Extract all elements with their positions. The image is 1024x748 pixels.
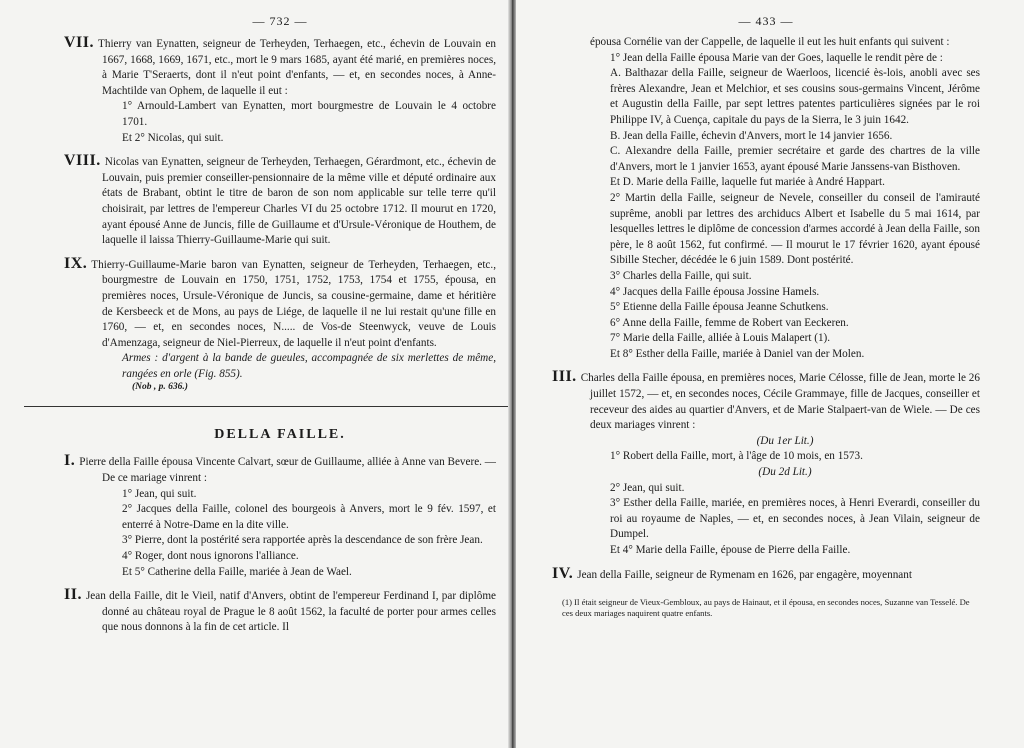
child-line: 1° Jean della Faille épousa Marie van der Goes, laquelle le rendit père de : (610, 51, 943, 64)
footnote: (1) Il était seigneur de Vieux-Gembloux, au pays de Hainaut, et il épousa, en secondes noces, Suzanne van Tesselé. De ces deux mariages naquirent quatre enfants. (562, 597, 970, 619)
section-heading: DELLA FAILLE. (214, 427, 346, 443)
entry-iv (552, 566, 980, 584)
child-line: 7° Marie della Faille, alliée à Louis Malapert (1). (610, 332, 831, 345)
generation-number: VIII. (64, 152, 101, 170)
grandchild-line: Et D. Marie della Faille, laquelle fut mariée à André Happart. (610, 176, 885, 189)
left-page-number: — 732 — (252, 14, 308, 28)
child-line: 3° Esther della Faille, mariée, en premières noces, à Henri Everardi, conseiller du roi au royaume de Naples, — et, en secondes noces, à Jean Vilain, seigneur de Dumpel. (610, 497, 980, 541)
generation-number: III. (552, 368, 577, 386)
grandchild-line: A. Balthazar della Faille, seigneur de Waerloos, licencié ès-lois, anobli avec ses frères Alexandre, Jean et Melchior, et ses cousins sous-germains Vincent, Jérôme et Augustin della Faille, par sept lettres patentes particulières signées par le roi Philippe IV, à Cuença, capitale du pays de la Sierra, le 3 juin 1642. (610, 67, 980, 126)
generation-number: VII. (64, 34, 95, 51)
child-line: 3° Pierre, dont la postérité sera rapportée après la descendance de son frère Jean. (122, 534, 483, 547)
child-line: Et 8° Esther della Faille, mariée à Daniel van der Molen. (610, 347, 865, 360)
child-line: 4° Jacques della Faille épousa Jossine Hamels. (610, 285, 820, 298)
entry-ix (64, 256, 496, 393)
entry-vii (64, 35, 496, 146)
generation-number: I. (64, 452, 76, 470)
entry-ii-text: II. Jean della Faille, dit le Vieil, natif d'Anvers, obtint de l'empereur Ferdinand I, par diplôme donné au château royal de Prague le 8 août 1562, la faculté de porter pour armes celles que nous donnons à la fin de cet article. Il (64, 586, 496, 634)
entry-ii (64, 587, 496, 636)
generation-number: IV. (552, 564, 574, 582)
entry-ix-text: IX. Thierry-Guillaume-Marie baron van Eynatten, seigneur de Terheyden, Terhaegen, etc., bourgmestre de Louvain en 1750, 1751, 1752, 1753, 1754 et 1755, épousa, en premières noces, Ursule-Véronique de Juncis, sa cousine-germaine, dame et héritière de Kersbeeck et de Mons, au pays de Liége, de laquelle il ne lui restait qu'une fille en 1760, — et, en secondes noces, N..... de Vos-de Steenwyck, veuve de Louis d'Amenzaga, seigneur de Niel-Pierreux, de laquelle il n'eut point d'enfants. (64, 254, 496, 349)
marriage-label: (Du 1er Lit.) (756, 434, 814, 447)
grandchild-line: C. Alexandre della Faille, premier secrétaire et garde des chartres de la ville d'Anvers, mort le 1 janvier 1653, ayant épousé Marie Janssens-van Bisthoven. (610, 145, 980, 173)
child-line: 1° Robert della Faille, mort, à l'âge de 10 mois, en 1573. (610, 450, 863, 463)
continued-entry (552, 35, 980, 362)
generation-number: II. (64, 586, 82, 604)
child-line: 4° Roger, dont nous ignorons l'alliance. (122, 550, 299, 563)
entry-viii-text: VIII. Nicolas van Eynatten, seigneur de Terheyden, Terhaegen, Gérardmont, etc., échevin de Louvain, puis premier conseiller-pensionnaire de la même ville et député ordinaire aux états de Brabant, obtint le titre de baron de son nom applicable sur telle terre qu'il choisirait, par lettres de l'empereur Charles VI du 25 octobre 1712. Il mourut en 1720, ayant épousé Anne de Juncis, fille de Guillaume et d'Ursule-Véronique de Houthem, de laquelle il laissa Thierry-Guillaume-Marie qui suit. (64, 152, 496, 247)
entry-i-text: I. Pierre della Faille épousa Vincente Calvart, sœur de Guillaume, alliée à Anne van Bevere. — De ce mariage vinrent : (64, 452, 496, 485)
right-page (512, 0, 1024, 748)
reference: (Nob , p. 636.) (132, 382, 188, 393)
section-divider (24, 406, 512, 407)
entry-viii (64, 153, 496, 249)
entry-iii-text: III. Charles della Faille épousa, en premières noces, Marie Célosse, fille de Jean, morte le 26 juillet 1572, — et, en secondes noces, Cécile Grammaye, fille de Jacques, conseiller et receveur des aides au quartier d'Anvers, et de Marie Stalpaert-van de Wiele. — De ces deux mariages vinrent : (552, 368, 980, 432)
child-line: Et 2° Nicolas, qui suit. (122, 131, 224, 144)
child-line: 1° Jean, qui suit. (122, 487, 197, 500)
child-line: 5° Etienne della Faille épousa Jeanne Schutkens. (610, 301, 829, 314)
grandchild-line: B. Jean della Faille, échevin d'Anvers, mort le 14 janvier 1656. (610, 129, 893, 142)
right-page-number: — 433 — (738, 14, 794, 28)
entry-i (64, 453, 496, 580)
child-line: 3° Charles della Faille, qui suit. (610, 269, 752, 282)
marriage-label: (Du 2d Lit.) (758, 466, 812, 479)
child-line: 2° Martin della Faille, seigneur de Nevele, conseiller du conseil de l'amirauté suprême, anobli par lettres des archiducs Albert et Isabelle du 5 mai 1614, par lesquelles lettres le diplôme de concession d'armes accordé à Jean della Faille, son père, le 8 août 1562, fut confirmé. — Il mourut le 17 février 1620, ayant épousé Sibille Stecher, décédée le 6 juin 1589. Dont postérité. (610, 191, 980, 267)
child-line: Et 5° Catherine della Faille, mariée à Jean de Wael. (122, 565, 352, 578)
child-line: 2° Jacques della Faille, colonel des bourgeois à Anvers, mort le 9 fév. 1597, et enterré à Notre-Dame en la dite ville. (122, 503, 496, 531)
coat-of-arms-text: Armes : d'argent à la bande de gueules, accompagnée de six merlettes de même, rangées en orle (Fig. 855). (122, 352, 496, 380)
child-line: 2° Jean, qui suit. (610, 481, 685, 494)
child-line: 6° Anne della Faille, femme de Robert van Eeckeren. (610, 316, 849, 329)
entry-iii (552, 369, 980, 558)
child-line: 1° Arnould-Lambert van Eynatten, mort bourgmestre de Louvain le 4 octobre 1701. (122, 100, 496, 128)
continued-text: épousa Cornélie van der Cappelle, de laquelle il eut les huit enfants qui suivent : (590, 36, 950, 48)
entry-iv-text: IV. Jean della Faille, seigneur de Rymenam en 1626, par engagère, moyennant (552, 564, 912, 582)
entry-vii-text: VII. Thierry van Eynatten, seigneur de Terheyden, Terhaegen, etc., échevin de Louvain en 1667, 1668, 1669, 1671, etc., mort le 9 mars 1685, ayant été marié, en premières noces, à Marie T'Seraerts, dont il n'eut point d'enfants, — et, en secondes noces, à Anne-Machtilde van Ophem, de laquelle il eut : (64, 34, 496, 97)
generation-number: IX. (64, 254, 88, 272)
child-line: Et 4° Marie della Faille, épouse de Pierre della Faille. (610, 544, 851, 556)
